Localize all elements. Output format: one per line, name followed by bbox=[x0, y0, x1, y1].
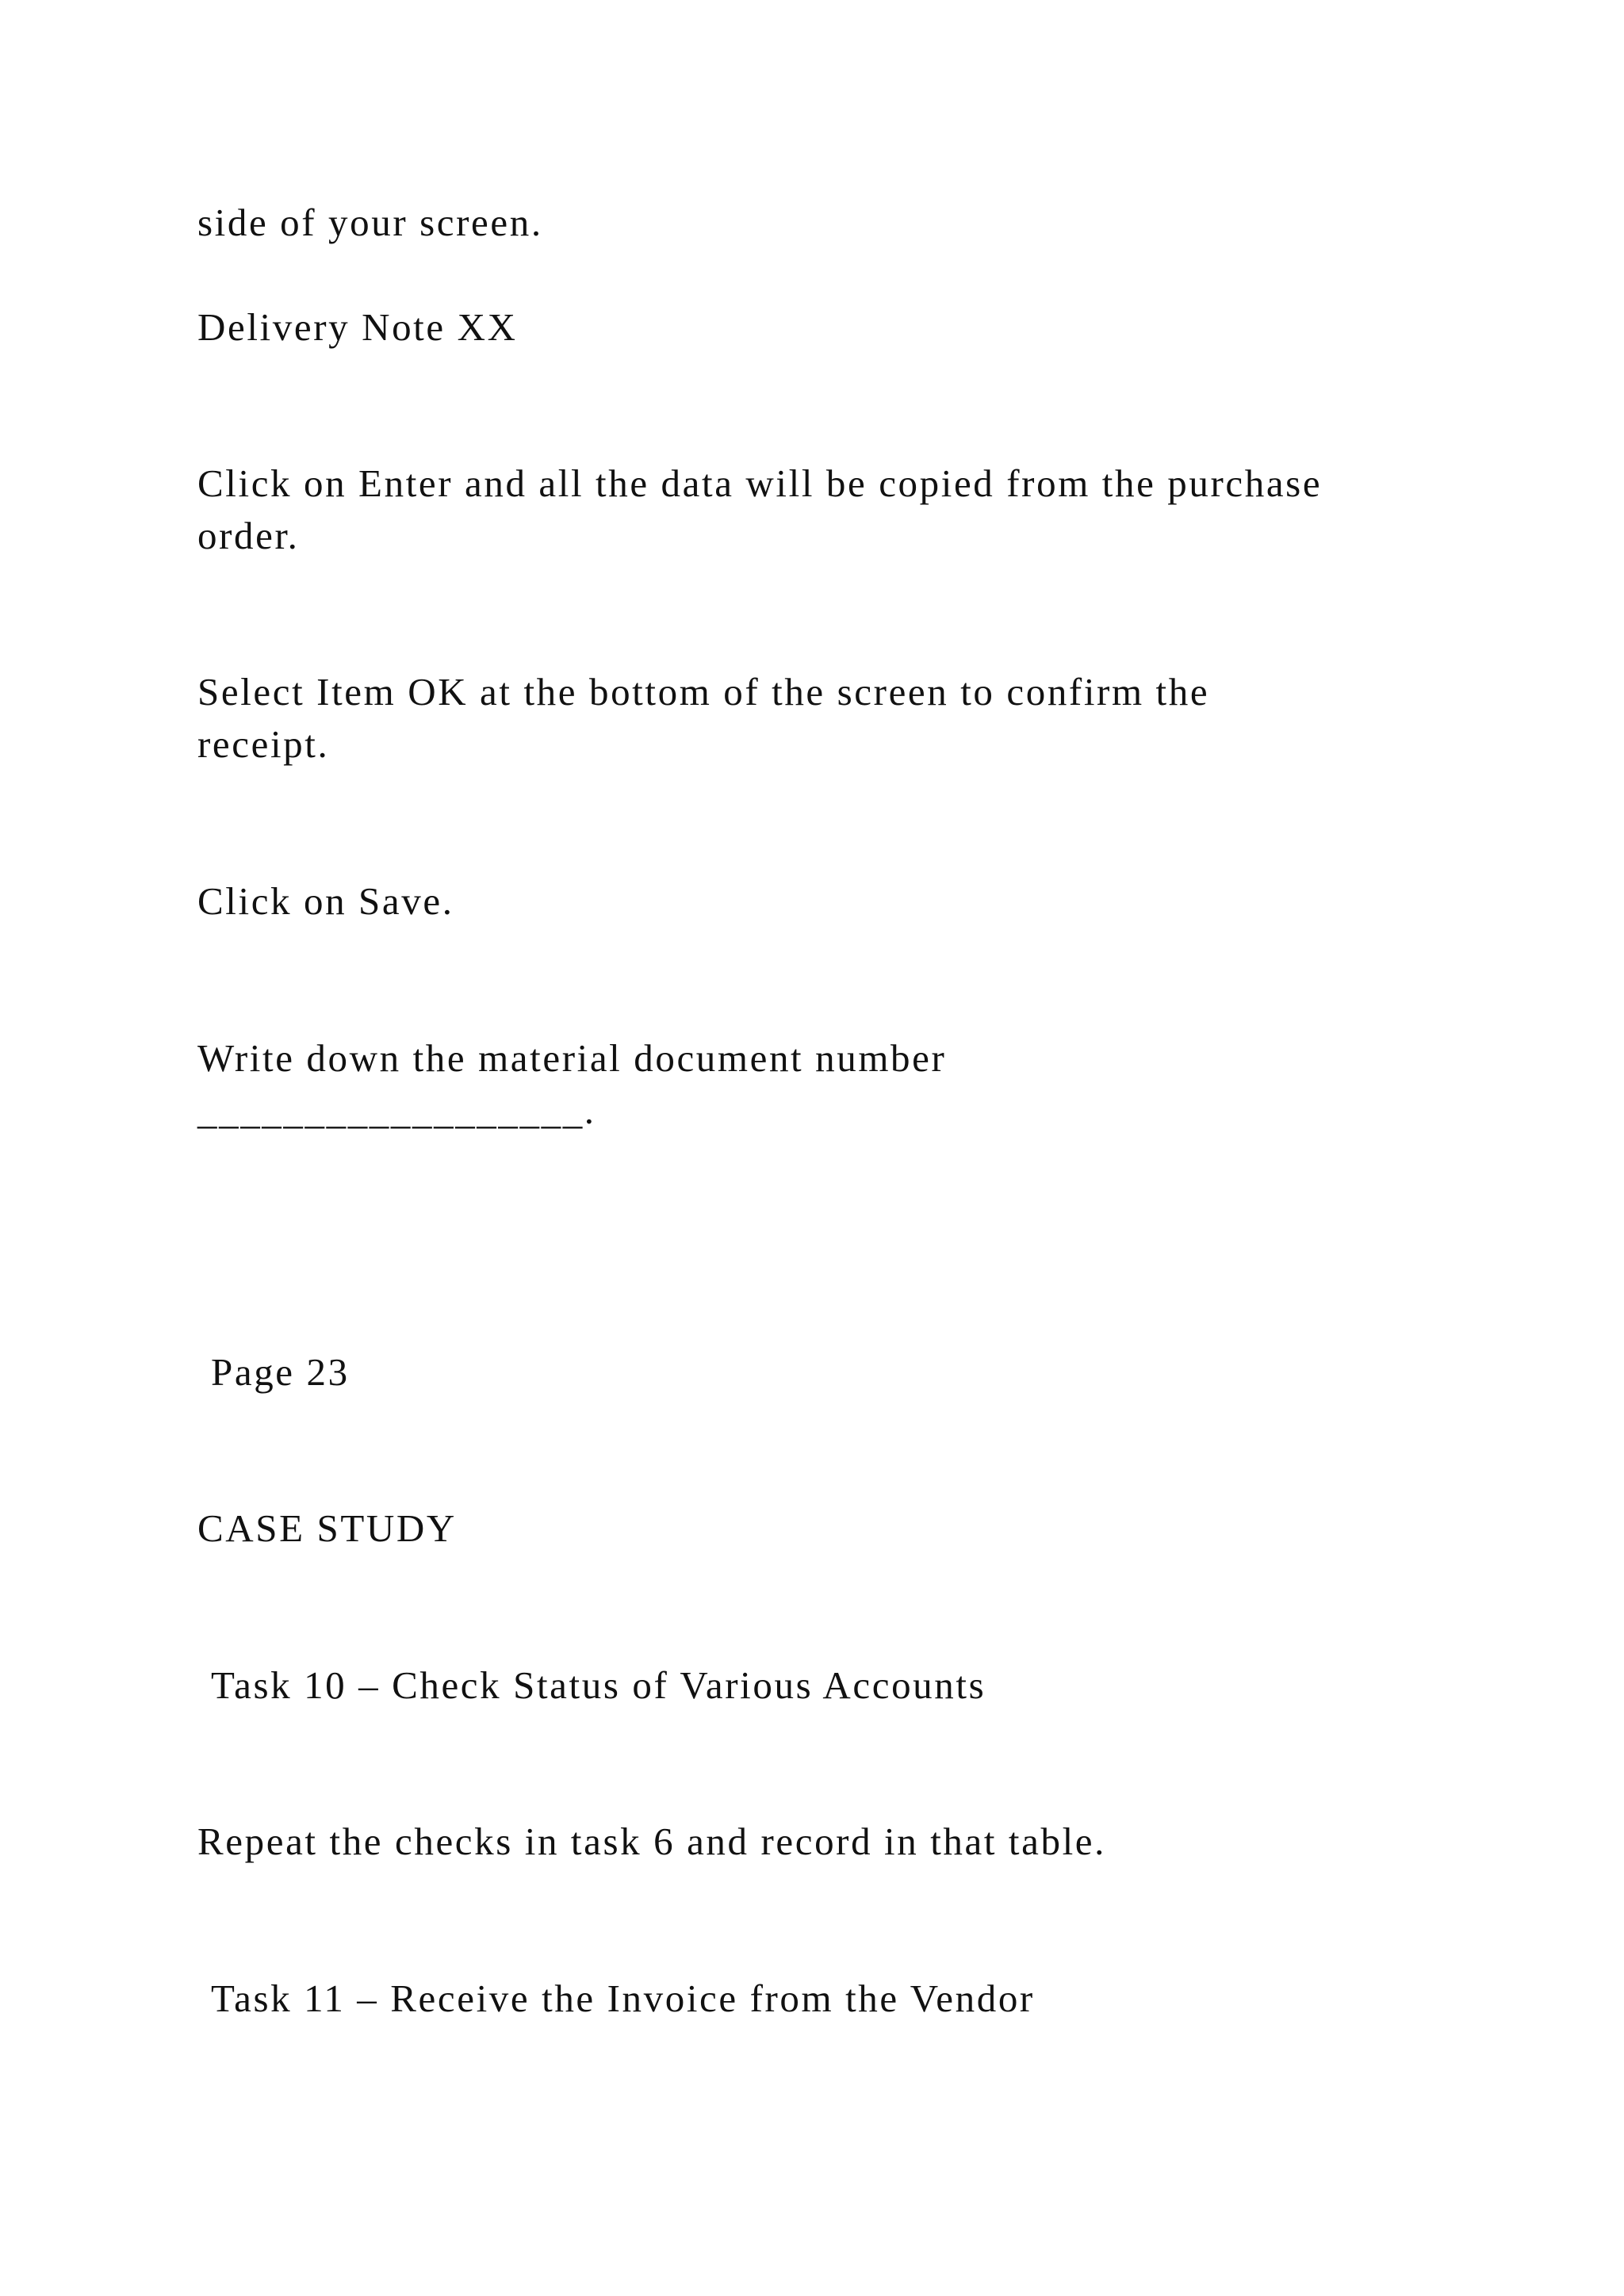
text-line-side-of-screen: side of your screen. bbox=[197, 201, 543, 244]
text-line-delivery-note: Delivery Note XX bbox=[197, 305, 518, 349]
page-number: Page 23 bbox=[211, 1350, 350, 1394]
text-line-repeat-checks: Repeat the checks in task 6 and record in that table. bbox=[197, 1820, 1107, 1863]
task-10-heading: Task 10 – Check Status of Various Accounts bbox=[211, 1663, 986, 1707]
task-11-heading: Task 11 – Receive the Invoice from the Vendor bbox=[211, 1976, 1035, 2020]
text-line-click-save: Click on Save. bbox=[197, 879, 454, 923]
text-line-blank-underline: __________________. bbox=[197, 1089, 596, 1132]
text-line-order: order. bbox=[197, 514, 300, 557]
section-heading-case-study: CASE STUDY bbox=[197, 1506, 457, 1550]
text-line-write-down: Write down the material document number bbox=[197, 1036, 947, 1080]
text-line-receipt: receipt. bbox=[197, 722, 330, 766]
text-line-click-enter: Click on Enter and all the data will be copied from the purchase bbox=[197, 461, 1323, 505]
text-line-select-item-ok: Select Item OK at the bottom of the screen to confirm the bbox=[197, 670, 1210, 714]
